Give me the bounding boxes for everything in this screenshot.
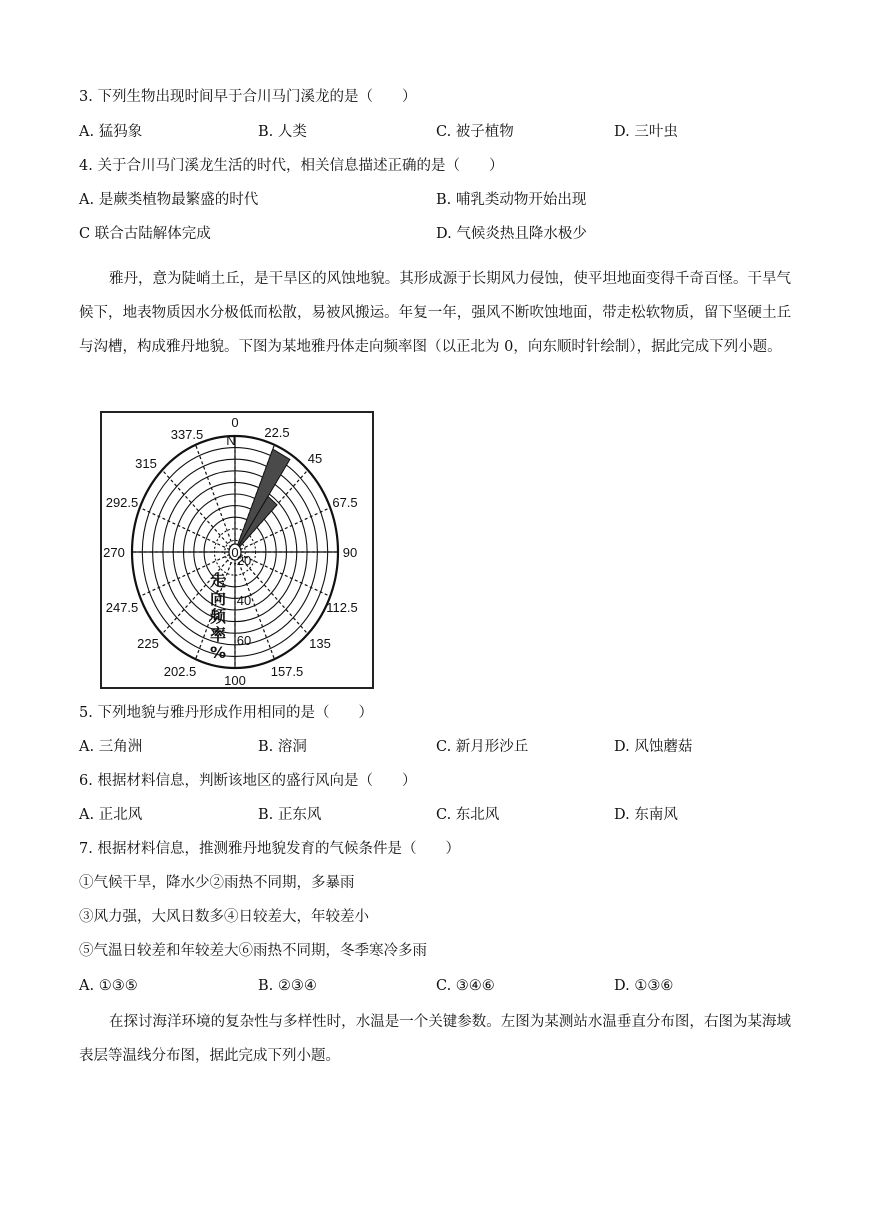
passage-yardang-text: 雅丹，意为陡峭土丘，是干旱区的风蚀地貌。其形成源于长期风力侵蚀，使平坦地面变得千奇百怪。干旱气候下，地表物质因水分极低而松散，易被风搬运。年复一年，强风不断吹蚀地面，带走松软物质，留下坚硬土丘与沟槽，构成雅丹地貌。下图为某地雅丹体走向频率图（以正北为 0，向东顺时针绘制），据此完成下列小题。 [79, 271, 791, 355]
question-6-stem: 6. 根据材料信息，判断该地区的盛行风向是（ ） [79, 773, 417, 789]
yardang-orientation-figure [100, 411, 374, 689]
question-4-option-a: A. 是蕨类植物最繁盛的时代 [79, 192, 259, 208]
rose-direction-label: 247.5 [105, 600, 139, 615]
question-7-option-d: D. ①③⑥ [614, 978, 674, 994]
question-3-option-d: D. 三叶虫 [614, 124, 678, 140]
rose-direction-label: 270 [103, 545, 125, 560]
question-3-option-b: B. 人类 [258, 124, 307, 140]
rose-radial-axis-label: 向 [209, 589, 227, 608]
question-6-option-c: C. 东北风 [436, 807, 500, 823]
rose-radial-axis-label: 率 [209, 625, 227, 644]
rose-radial-axis-label: 频 [209, 607, 227, 626]
question-3-option-c: C. 被子植物 [436, 124, 514, 140]
question-7-option-a: A. ①③⑤ [79, 978, 138, 994]
question-7-item-2: ③风力强，大风日数多④日较差大，年较差小 [79, 909, 369, 925]
question-7-item-1: ①气候干旱，降水少②雨热不同期，多暴雨 [79, 875, 355, 891]
rose-direction-label: 135 [309, 636, 331, 651]
question-3-stem: 3. 下列生物出现时间早于合川马门溪龙的是（ ） [79, 89, 417, 105]
question-7-option-b: B. ②③④ [258, 978, 317, 994]
rose-center-label: 0 [231, 545, 239, 560]
question-6-option-d: D. 东南风 [614, 807, 678, 823]
rose-direction-label: 202.5 [163, 664, 197, 679]
rose-ring-label: 60 [236, 633, 252, 648]
rose-north-label: N [226, 433, 236, 448]
rose-direction-label: 90 [342, 545, 358, 560]
rose-direction-label: 337.5 [170, 427, 204, 442]
question-7-item-3: ⑤气温日较差和年较差大⑥雨热不同期，冬季寒冷多雨 [79, 943, 427, 959]
rose-diagram [102, 413, 372, 687]
question-4-stem: 4. 关于合川马门溪龙生活的时代，相关信息描述正确的是（ ） [79, 158, 504, 174]
rose-direction-label: 157.5 [270, 664, 304, 679]
question-5-stem: 5. 下列地貌与雅丹形成作用相同的是（ ） [79, 705, 373, 721]
rose-ring-label: 40 [236, 593, 252, 608]
passage-water-temperature-text: 在探讨海洋环境的复杂性与多样性时，水温是一个关键参数。左图为某测站水温垂直分布图，右图为某海域表层等温线分布图，据此完成下列小题。 [79, 1014, 791, 1064]
question-5-option-b: B. 溶洞 [258, 739, 307, 755]
rose-direction-label: 112.5 [326, 600, 358, 615]
rose-direction-label: 315 [135, 456, 157, 471]
question-4-option-c: C 联合古陆解体完成 [79, 226, 211, 242]
rose-direction-label: 100 [224, 673, 246, 687]
question-4-option-d: D. 气候炎热且降水极少 [436, 226, 587, 242]
rose-direction-label: 67.5 [332, 495, 358, 510]
question-4-option-b: B. 哺乳类动物开始出现 [436, 192, 587, 208]
rose-direction-label: 225 [137, 636, 159, 651]
rose-direction-label: 292.5 [105, 495, 139, 510]
passage-water-temperature [79, 1005, 791, 1073]
question-3-option-a: A. 猛犸象 [79, 124, 143, 140]
question-5-option-a: A. 三角洲 [79, 739, 143, 755]
rose-ring-label: 20 [236, 553, 252, 568]
rose-direction-label: 22.5 [264, 425, 290, 440]
rose-radial-axis-label: % [209, 643, 227, 662]
rose-spoke [196, 445, 235, 552]
question-5-option-d: D. 风蚀蘑菇 [614, 739, 693, 755]
rose-direction-label: 45 [307, 451, 323, 466]
passage-yardang [79, 262, 791, 364]
rose-radial-axis-label: 走 [209, 571, 227, 590]
question-7-option-c: C. ③④⑥ [436, 978, 495, 994]
question-7-stem: 7. 根据材料信息，推测雅丹地貌发育的气候条件是（ ） [79, 841, 460, 857]
question-5-option-c: C. 新月形沙丘 [436, 739, 529, 755]
question-6-option-a: A. 正北风 [79, 807, 143, 823]
rose-direction-label: 0 [231, 415, 239, 430]
question-6-option-b: B. 正东风 [258, 807, 322, 823]
